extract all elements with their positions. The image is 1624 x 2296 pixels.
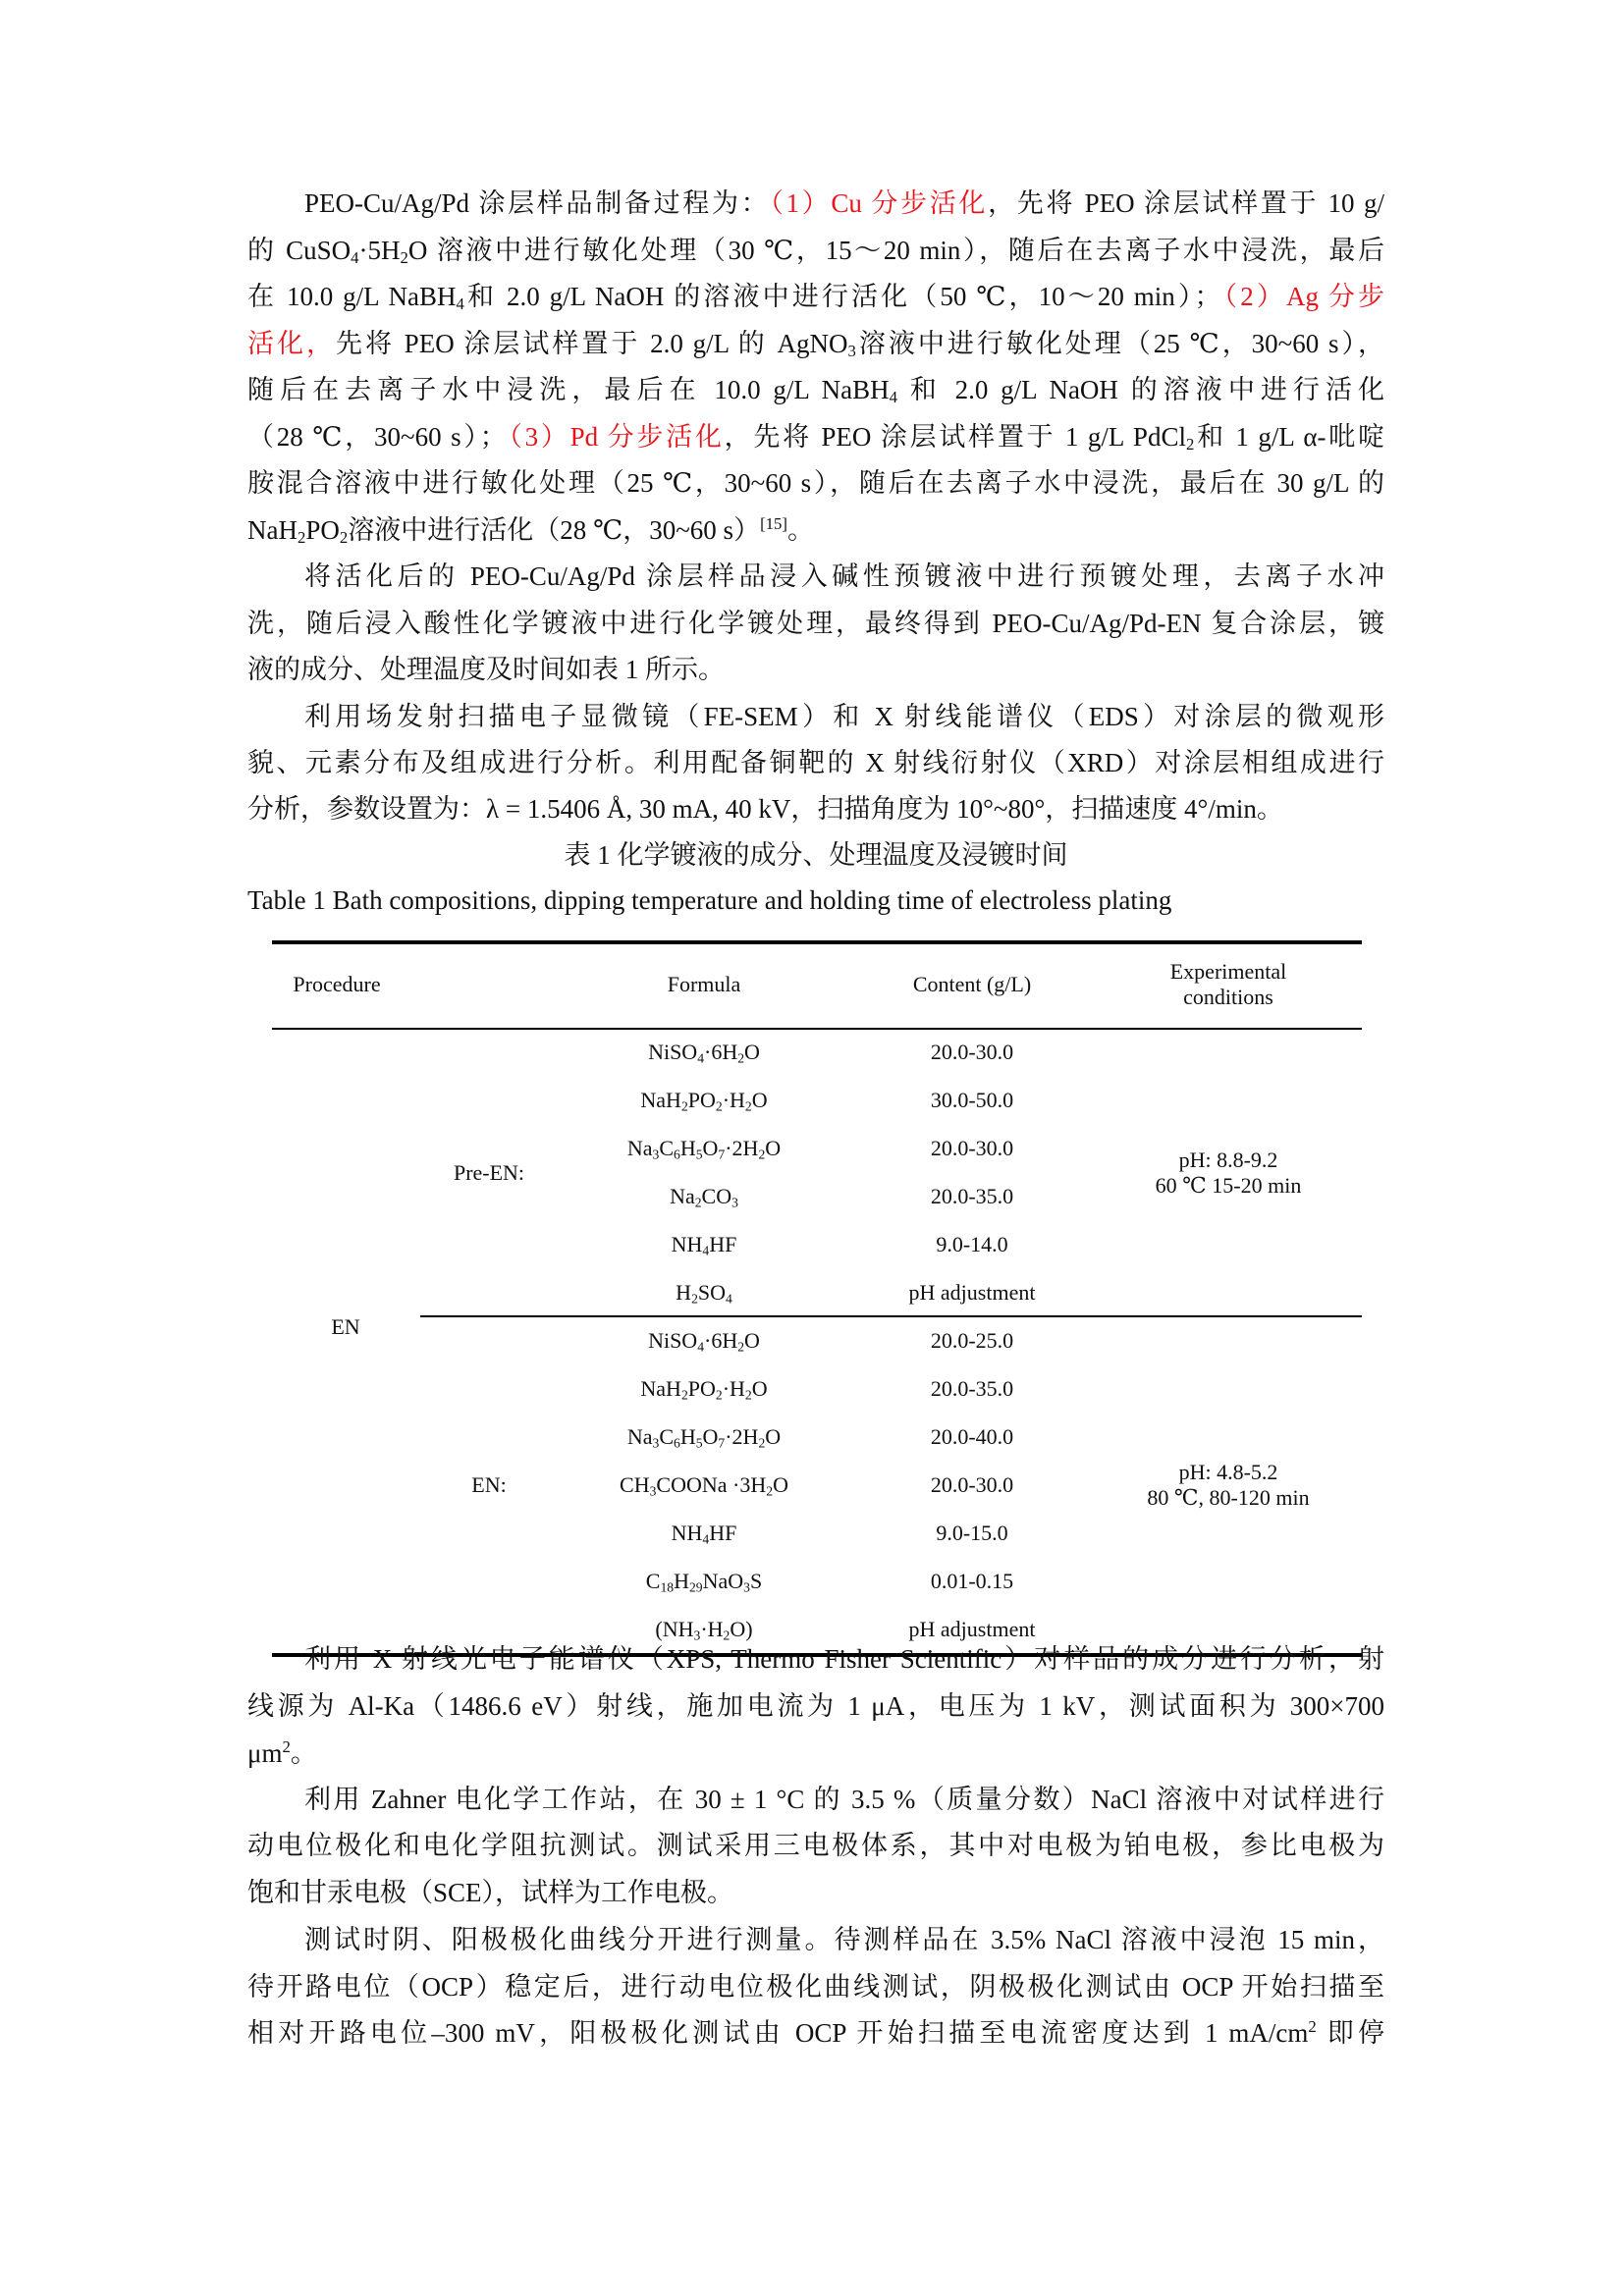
text-run: C xyxy=(659,1424,675,1449)
text-run: 先将 PEO 涂层试样置于 2.0 g/L 的 AgNO xyxy=(335,329,848,358)
text-run: (NH xyxy=(655,1617,694,1641)
text-run: C xyxy=(659,1136,675,1160)
text-run: 和 1 g/L α-吡啶 xyxy=(1194,422,1384,452)
formula-cell xyxy=(627,1136,781,1161)
text-line xyxy=(247,607,1384,640)
text-run: PO xyxy=(687,1376,716,1401)
text-run: 在 10.0 g/L NaBH xyxy=(247,282,457,311)
group-label: Pre-EN: xyxy=(453,1159,525,1185)
text-line xyxy=(247,234,1384,267)
subscript: 6 xyxy=(674,1435,680,1451)
content-cell: 20.0-30.0 xyxy=(930,1040,1014,1064)
content-cell: pH adjustment xyxy=(908,1617,1036,1641)
formula-cell xyxy=(627,1424,781,1450)
subscript: 2 xyxy=(737,1050,745,1066)
text-line xyxy=(247,746,1384,779)
text-run: 即停 xyxy=(1316,2018,1384,2048)
subscript: 2 xyxy=(339,528,349,548)
subscript: 3 xyxy=(652,1435,660,1451)
subscript: 3 xyxy=(649,1483,657,1499)
subscript: 2 xyxy=(400,248,408,268)
text-line xyxy=(247,1689,1384,1723)
subscript: 2 xyxy=(723,1628,731,1643)
text-line xyxy=(247,883,1384,917)
text-run: O xyxy=(751,1376,768,1401)
subscript: 2 xyxy=(691,1291,698,1307)
formula-cell xyxy=(672,1521,737,1546)
header-procedure: Procedure xyxy=(293,972,381,996)
formula-cell xyxy=(672,1232,737,1257)
text-run: 分析，参数设置为：λ = 1.5406 Å, 30 mA, 40 kV，扫描角度为 10°~80°，扫描速度 4°/min。 xyxy=(247,794,1283,824)
condition-line: pH: 8.8-9.2 xyxy=(1178,1147,1278,1172)
text-run: 表 1 化学镀液的成分、处理温度及浸镀时间 xyxy=(564,840,1068,870)
text-line xyxy=(247,1876,1384,1909)
text-run: 利用 X 射线光电子能谱仪（XPS, Thermo Fisher Scientific）对样品的成分进行分析，射 xyxy=(304,1644,1384,1674)
subscript: 4 xyxy=(456,294,464,314)
formula-cell xyxy=(670,1184,738,1209)
subscript: 2 xyxy=(297,528,306,548)
text-run: NaH xyxy=(640,1376,681,1401)
subscript: 2 xyxy=(744,1387,752,1403)
text-run: ·6H xyxy=(704,1040,738,1064)
text-run: 随后在去离子水中浸洗，最后在 10.0 g/L NaBH xyxy=(247,375,890,404)
subscript: 5 xyxy=(695,1435,703,1451)
text-run: 饱和甘汞电极（SCE），试样为工作电极。 xyxy=(247,1878,734,1907)
text-run: μm xyxy=(247,1738,283,1768)
text-run: 利用场发射扫描电子显微镜（FE-SEM）和 X 射线能谱仪（EDS）对涂层的微观形 xyxy=(304,702,1384,731)
subscript: 2 xyxy=(758,1147,766,1162)
text-line xyxy=(247,838,1384,872)
text-line xyxy=(304,1923,1384,1956)
text-line xyxy=(247,2016,1384,2050)
text-run: 将活化后的 PEO-Cu/Ag/Pd 涂层样品浸入碱性预镀液中进行预镀处理，去离子水冲 xyxy=(304,561,1384,591)
text-run: PEO-Cu/Ag/Pd 涂层样品制备过程为： xyxy=(304,188,771,218)
formula-cell xyxy=(655,1617,752,1642)
header-rule xyxy=(272,1028,1362,1030)
subscript: 2 xyxy=(737,1339,745,1355)
subscript: 3 xyxy=(847,342,856,361)
text-run: SO xyxy=(697,1280,727,1305)
text-run: ·H xyxy=(722,1376,745,1401)
text-run: ·2H xyxy=(725,1136,759,1160)
subscript: 29 xyxy=(688,1579,703,1595)
text-line xyxy=(304,187,1384,220)
text-run: O xyxy=(702,1424,719,1449)
citation-superscript: 2 xyxy=(1308,2016,1317,2036)
text-run: （28 ℃，30~60 s）； xyxy=(247,422,507,452)
subscript: 5 xyxy=(695,1147,703,1162)
text-line xyxy=(304,700,1384,733)
text-run: CH xyxy=(620,1472,650,1497)
content-cell: 9.0-15.0 xyxy=(936,1521,1008,1545)
text-run: HF xyxy=(709,1232,737,1256)
formula-cell xyxy=(648,1328,760,1354)
subscript: 6 xyxy=(674,1147,680,1162)
text-run: H xyxy=(679,1424,696,1449)
text-run: 貌、元素分布及组成进行分析。利用配备铜靶的 X 射线衍射仪（XRD）对涂层相组成进行 xyxy=(247,748,1384,777)
text-line xyxy=(304,1642,1384,1676)
table-top-rule xyxy=(272,940,1362,944)
subscript: 3 xyxy=(731,1195,738,1210)
subscript: 7 xyxy=(718,1147,726,1162)
text-line xyxy=(247,280,1384,313)
text-run: O) xyxy=(730,1617,753,1641)
subscript: 4 xyxy=(726,1291,732,1307)
subscript: 2 xyxy=(680,1098,688,1114)
subscript: 3 xyxy=(743,1579,750,1595)
formula-cell xyxy=(640,1376,767,1402)
text-run: PO xyxy=(305,515,340,545)
subscript: 3 xyxy=(693,1628,701,1643)
text-run: NaO xyxy=(702,1569,744,1593)
citation-superscript: 2 xyxy=(282,1736,291,1756)
content-cell: 20.0-35.0 xyxy=(930,1184,1014,1208)
conditions-cell xyxy=(1147,1460,1309,1511)
text-run: 溶液中进行敏化处理（25 ℃，30~60 s）， xyxy=(855,329,1385,358)
text-run: 待开路电位（OCP）稳定后，进行动电位极化曲线测试，阴极极化测试由 OCP 开始扫描至 xyxy=(247,1972,1384,2002)
highlighted-step-label: （2）Ag 分步 xyxy=(1220,282,1384,311)
text-run: COONa ·3H xyxy=(656,1472,767,1497)
text-run: 和 2.0 g/L NaOH 的溶液中进行活化（50 ℃，10～20 min）； xyxy=(463,282,1221,311)
highlighted-step-label: （3）Pd 分步活化 xyxy=(506,422,725,452)
text-line xyxy=(304,560,1384,593)
text-run: ·H xyxy=(700,1617,724,1641)
subscript: 2 xyxy=(680,1387,688,1403)
text-line xyxy=(247,327,1384,360)
content-cell: 20.0-30.0 xyxy=(930,1136,1014,1160)
text-run: 线源为 Al-Ka（1486.6 eV）射线，施加电流为 1 μA，电压为 1 kV，测试面积为 300×700 xyxy=(247,1691,1384,1721)
subscript: 4 xyxy=(351,248,359,268)
text-run: PO xyxy=(687,1088,716,1112)
text-run: Table 1 Bath compositions, dipping temperature and holding time of electroless plating xyxy=(247,885,1172,915)
text-run: 利用 Zahner 电化学工作站，在 30 ± 1 °C 的 3.5 %（质量分数）NaCl 溶液中对试样进行 xyxy=(304,1785,1384,1814)
text-run: 溶液中进行活化（28 ℃，30~60 s） xyxy=(348,515,761,545)
text-line xyxy=(247,513,1384,547)
content-cell: 9.0-14.0 xyxy=(936,1232,1008,1256)
text-run: ·H xyxy=(722,1088,745,1112)
content-cell: 20.0-25.0 xyxy=(930,1328,1014,1353)
text-run: O 溶液中进行敏化处理（30 ℃，15～20 min），随后在去离子水中浸洗，最后 xyxy=(407,236,1384,265)
subscript: 2 xyxy=(715,1098,723,1114)
formula-cell xyxy=(620,1472,788,1498)
citation-superscript: [15] xyxy=(760,513,787,533)
text-run: NaH xyxy=(247,515,298,545)
text-run: NaH xyxy=(640,1088,681,1112)
highlighted-step-label: （1）Cu 分步活化 xyxy=(770,188,989,218)
text-run: 相对开路电位–300 mV，阳极极化测试由 OCP 开始扫描至电流密度达到 1 mA/cm xyxy=(247,2018,1309,2048)
content-cell: 20.0-35.0 xyxy=(930,1376,1014,1401)
formula-cell xyxy=(640,1088,767,1113)
text-run: ，先将 PEO 涂层试样置于 1 g/L PdCl xyxy=(724,422,1186,452)
text-run: ·2H xyxy=(725,1424,759,1449)
text-run: H xyxy=(674,1569,689,1593)
header-content: Content (g/L) xyxy=(912,972,1032,996)
text-run: 动电位极化和电化学阻抗测试。测试采用三电极体系，其中对电极为铂电极，参比电极为 xyxy=(247,1831,1384,1860)
text-run: O xyxy=(744,1040,760,1064)
text-run: O xyxy=(702,1136,719,1160)
formula-cell xyxy=(646,1569,762,1594)
highlighted-step-label: 活化， xyxy=(247,329,336,358)
text-run: NH xyxy=(671,1232,703,1256)
subscript: 2 xyxy=(715,1387,723,1403)
subscript: 2 xyxy=(758,1435,766,1451)
subscript: 4 xyxy=(702,1531,710,1547)
subscript: 4 xyxy=(702,1243,710,1258)
text-run: NiSO xyxy=(648,1040,698,1064)
subscript: 2 xyxy=(1185,435,1195,454)
text-run: 测试时阴、阳极极化曲线分开进行测量。待测样品在 3.5% NaCl 溶液中浸泡 15 min， xyxy=(304,1925,1384,1954)
subscript: 4 xyxy=(697,1050,705,1066)
subscript: 18 xyxy=(660,1579,675,1595)
text-run: 的 CuSO xyxy=(247,236,352,265)
procedure-en: EN xyxy=(331,1314,360,1339)
subscript: 4 xyxy=(889,388,898,407)
subscript: 3 xyxy=(652,1147,660,1162)
condition-line: 80 ℃, 80-120 min xyxy=(1147,1485,1310,1510)
text-run: C xyxy=(645,1569,661,1593)
text-line xyxy=(247,373,1384,406)
text-run: 洗，随后浸入酸性化学镀液中进行化学镀处理，最终得到 PEO-Cu/Ag/Pd-EN 复合涂层，镀 xyxy=(247,609,1384,638)
text-run: HF xyxy=(709,1521,737,1545)
content-cell: 20.0-40.0 xyxy=(930,1424,1014,1449)
text-run: CO xyxy=(701,1184,732,1208)
text-run: 和 2.0 g/L NaOH 的溶液中进行活化 xyxy=(897,375,1384,404)
condition-line: pH: 4.8-5.2 xyxy=(1178,1460,1278,1484)
text-run: Na xyxy=(670,1184,695,1208)
text-run: S xyxy=(749,1569,763,1593)
text-run: 。 xyxy=(290,1738,317,1768)
content-cell: pH adjustment xyxy=(908,1280,1036,1305)
text-line xyxy=(247,792,1384,826)
header-formula: Formula xyxy=(667,972,741,996)
text-run: 液的成分、处理温度及时间如表 1 所示。 xyxy=(247,655,725,684)
text-line xyxy=(247,1829,1384,1862)
text-line xyxy=(304,1783,1384,1816)
conditions-cell xyxy=(1156,1148,1302,1199)
text-run: Na xyxy=(626,1136,653,1160)
formula-cell xyxy=(648,1040,760,1065)
content-cell: 0.01-0.15 xyxy=(930,1569,1014,1593)
text-run: ，先将 PEO 涂层试样置于 10 g/ xyxy=(988,188,1384,218)
text-run: O xyxy=(765,1136,782,1160)
text-run: 胺混合溶液中进行敏化处理（25 ℃，30~60 s），随后在去离子水中浸洗，最后在 30 g/L 的 xyxy=(247,468,1384,498)
content-cell: 30.0-50.0 xyxy=(930,1088,1014,1112)
text-run: NiSO xyxy=(648,1328,698,1353)
subscript: 7 xyxy=(718,1435,726,1451)
text-run: O xyxy=(765,1424,782,1449)
text-run: ·5H xyxy=(358,236,401,265)
subscript: 2 xyxy=(694,1195,702,1210)
text-run: O xyxy=(744,1328,760,1353)
text-run: H xyxy=(676,1280,692,1305)
group-label: EN: xyxy=(471,1472,507,1497)
text-run: NH xyxy=(671,1521,703,1545)
text-run: H xyxy=(679,1136,696,1160)
text-line xyxy=(247,466,1384,500)
text-line xyxy=(247,653,1384,686)
subscript: 4 xyxy=(697,1339,705,1355)
subscript: 2 xyxy=(766,1483,774,1499)
text-run: O xyxy=(773,1472,788,1497)
formula-cell xyxy=(676,1280,732,1306)
content-cell: 20.0-30.0 xyxy=(930,1472,1014,1497)
group-separator xyxy=(420,1315,1362,1317)
condition-line: 60 ℃ 15-20 min xyxy=(1155,1172,1302,1198)
text-run: O xyxy=(751,1088,768,1112)
subscript: 2 xyxy=(744,1098,752,1114)
text-run: ·6H xyxy=(704,1328,738,1353)
text-line xyxy=(247,1970,1384,2003)
text-line xyxy=(247,1736,1384,1770)
text-run: 。 xyxy=(786,515,814,545)
header-conditions: Experimental conditions xyxy=(1169,959,1287,1009)
text-line xyxy=(247,420,1384,454)
text-run: Na xyxy=(626,1424,653,1449)
